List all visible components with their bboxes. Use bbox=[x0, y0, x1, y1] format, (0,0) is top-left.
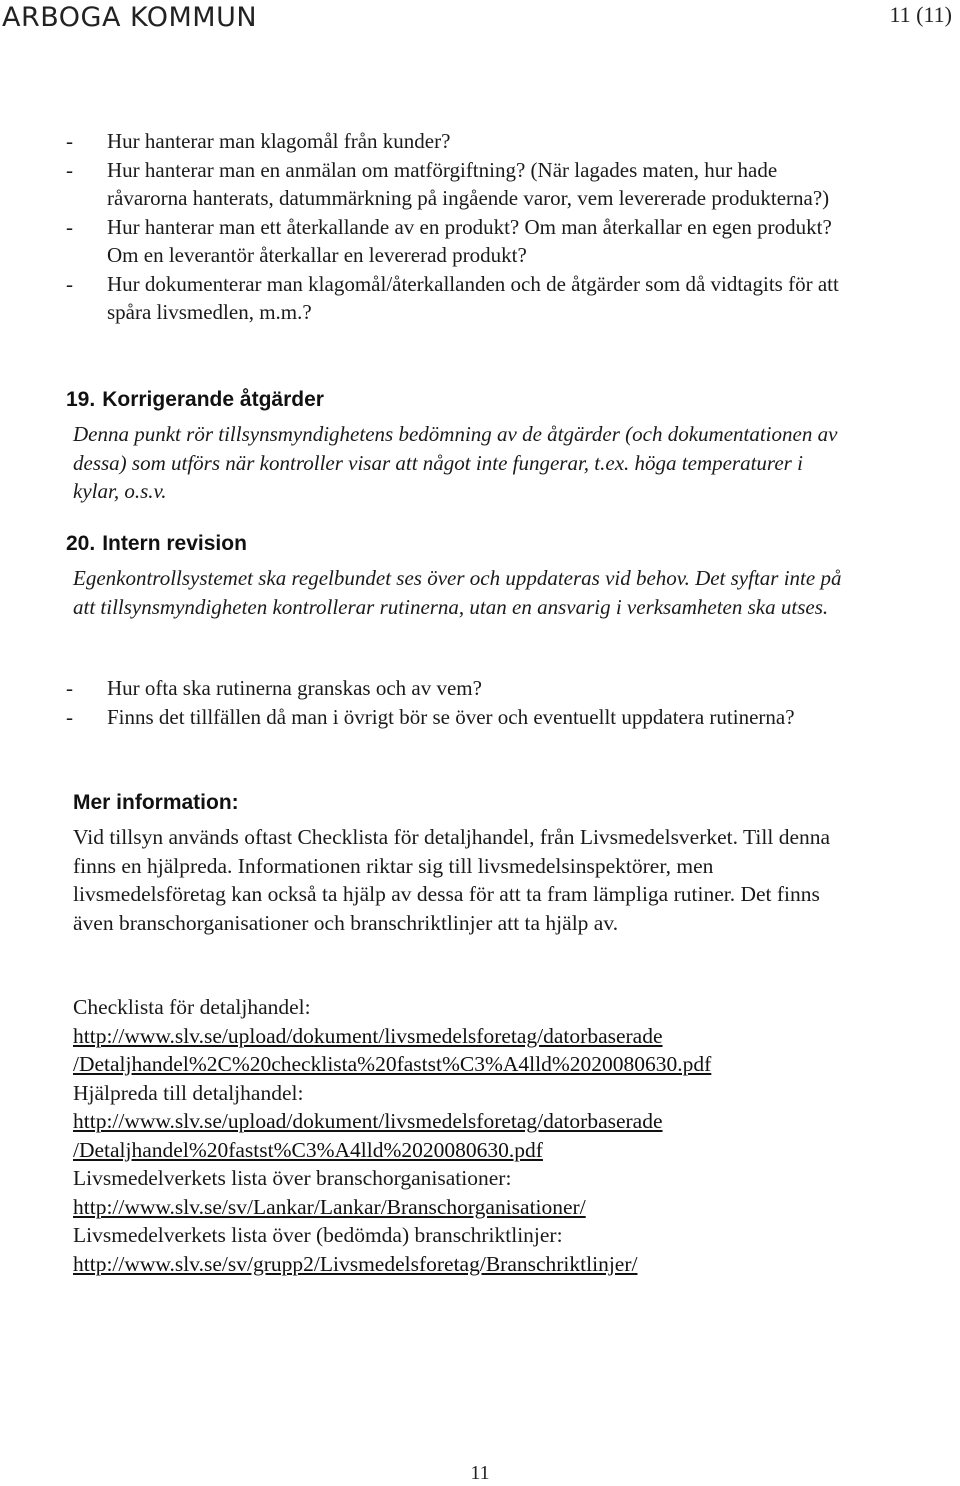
list-item: - Hur hanterar man ett återkallande av en produkt? Om man återkallar en egen produkt? Om en leverantör återkallar en levererad produkt? bbox=[66, 214, 832, 267]
section-20 bbox=[66, 530, 846, 621]
section-19 bbox=[66, 386, 846, 506]
section-heading: 19. Korrigerande åtgärder bbox=[66, 388, 324, 411]
section-text: Egenkontrollsystemet ska regelbundet ses över och uppdateras vid behov. Det syftar inte på att tillsynsmyndigheten kontrollerar rutinerna, utan en ansvarig i verksamheten ska utses. bbox=[73, 566, 842, 619]
more-info-section bbox=[66, 789, 846, 937]
question-list-bottom bbox=[66, 674, 846, 731]
link-branschriktlinjer[interactable] bbox=[66, 1250, 846, 1279]
link-label: Livsmedelverkets lista över (bedömda) branschriktlinjer: bbox=[73, 1223, 563, 1247]
organization-logo: ARBOGA KOMMUN bbox=[2, 2, 258, 33]
section-text: Denna punkt rör tillsynsmyndighetens bedömning av de åtgärder (och dokumentationen av dessa) som utförs när kontroller visar att något inte fungerar, t.ex. höga temperaturer i kylar, o.s.v. bbox=[73, 422, 838, 503]
link-label: Livsmedelverkets lista över branschorganisationer: bbox=[73, 1166, 512, 1190]
link-line[interactable]: http://www.slv.se/upload/dokument/livsmedelsforetag/datorbaserade bbox=[73, 1109, 663, 1133]
link-hjalpreda[interactable] bbox=[66, 1107, 846, 1164]
question-list-top bbox=[66, 127, 846, 327]
list-item: - Hur hanterar man en anmälan om matförgiftning? (När lagades maten, hur hade råvarorna hanterats, datummärkning på ingående varor, vem levererade produkterna?) bbox=[66, 157, 830, 210]
list-item: - Hur dokumenterar man klagomål/återkallanden och de åtgärder som då vidtagits för att spåra livsmedlen, m.m.? bbox=[66, 271, 839, 324]
more-info-text: Vid tillsyn används oftast Checklista för detaljhandel, från Livsmedelsverket. Till denna finns en hjälpreda. Informationen riktar sig till livsmedelsinspektörer, men livsmedelsföretag kan också ta hjälp av dessa för att ta fram lämpliga rutiner. Det finns även branschorganisationer och branschriktlinjer att ta hjälp av. bbox=[73, 825, 831, 935]
link-line[interactable]: http://www.slv.se/sv/grupp2/Livsmedelsforetag/Branschriktlinjer/ bbox=[73, 1251, 638, 1276]
page-count: 11 (11) bbox=[889, 2, 952, 27]
links-section bbox=[66, 993, 846, 1278]
link-line[interactable]: /Detaljhandel%2C%20checklista%20fastst%C3%A4lld%2020080630.pdf bbox=[73, 1052, 712, 1076]
link-label: Checklista för detaljhandel: bbox=[73, 995, 311, 1019]
link-line[interactable]: http://www.slv.se/sv/Lankar/Lankar/Branschorganisationer/ bbox=[73, 1194, 586, 1219]
page-number: 11 bbox=[470, 1462, 490, 1484]
list-item: - Hur hanterar man klagomål från kunder? bbox=[66, 129, 451, 153]
link-checklista[interactable] bbox=[66, 1022, 846, 1079]
link-branschorganisationer[interactable] bbox=[66, 1193, 846, 1222]
more-info-heading: Mer information: bbox=[73, 791, 239, 814]
section-heading: 20. Intern revision bbox=[66, 532, 247, 555]
list-item: - Hur ofta ska rutinerna granskas och av vem? bbox=[66, 676, 482, 700]
list-item: - Finns det tillfällen då man i övrigt bör se över och eventuellt uppdatera rutinerna? bbox=[66, 704, 795, 729]
link-line[interactable]: /Detaljhandel%20fastst%C3%A4lld%2020080630.pdf bbox=[73, 1137, 543, 1162]
link-label: Hjälpreda till detaljhandel: bbox=[73, 1080, 304, 1105]
link-line[interactable]: http://www.slv.se/upload/dokument/livsmedelsforetag/datorbaserade bbox=[73, 1023, 663, 1048]
